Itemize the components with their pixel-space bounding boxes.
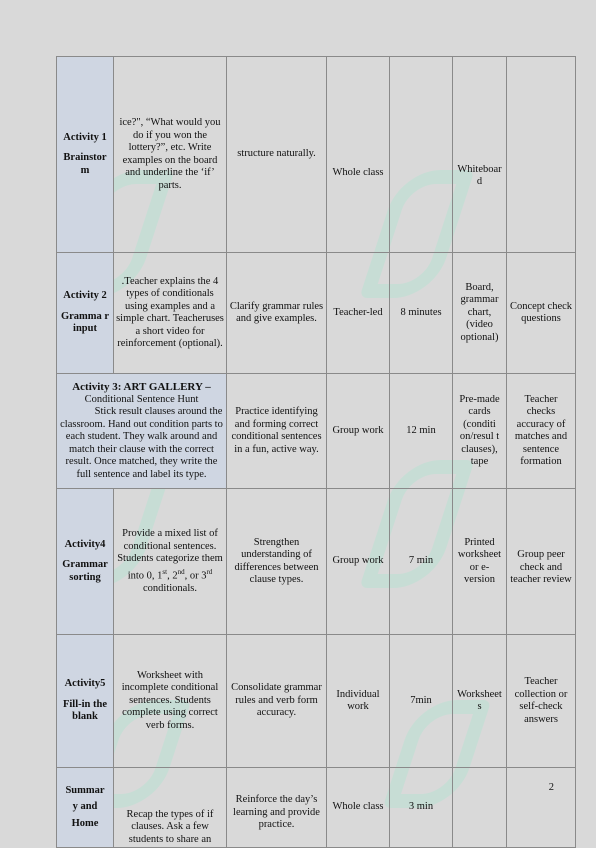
activity-cell xyxy=(57,635,114,768)
procedure-cell: ice?", “What would you do if you won the lottery?”, etc. Write examples on the board and underline the ‘if’ parts. xyxy=(114,57,227,253)
activity-name: Fill-in the blank xyxy=(62,698,108,723)
materials-cell xyxy=(453,768,507,848)
purpose-cell: Practice identifying and forming correct conditional sentences in a fun, active way. xyxy=(227,374,327,489)
activity-name: Summar xyxy=(65,784,105,796)
activity-name: Brainstor m xyxy=(63,152,107,176)
assessment-cell: Teacher checks accuracy of matches and sentence formation xyxy=(507,374,576,489)
table-row xyxy=(57,57,576,253)
materials-cell: Whiteboar d xyxy=(453,57,507,253)
procedure-text: , or 3 xyxy=(184,570,207,581)
time-cell: 3 min xyxy=(390,768,453,848)
activity-subtitle: Conditional Sentence Hunt xyxy=(84,393,199,405)
assessment-cell xyxy=(507,768,576,848)
lesson-plan-table xyxy=(56,56,576,848)
activity-cell xyxy=(57,57,114,253)
interaction-cell: Teacher-led xyxy=(327,253,390,374)
activity-number: Activity 1 xyxy=(63,131,107,143)
materials-cell: Worksheet s xyxy=(453,635,507,768)
table-row xyxy=(57,489,576,635)
interaction-cell: Individual work xyxy=(327,635,390,768)
activity-number: Activity 2 xyxy=(63,290,107,302)
purpose-cell: structure naturally. xyxy=(227,57,327,253)
purpose-cell: Reinforce the day’s learning and provide practice. xyxy=(227,768,327,848)
activity-cell xyxy=(57,489,114,635)
materials-cell: Board, grammar chart, (video optional) xyxy=(453,253,507,374)
procedure-text: Stick result clauses around the classroom. Hand out condition parts to each student. They walk around and match their clause with the correct result. Once matched, they write the full sentence and label its type. xyxy=(60,406,223,480)
table-row xyxy=(57,374,576,489)
procedure-cell: Recap the types of if clauses. Ask a few students to share an xyxy=(114,768,227,848)
interaction-cell: Group work xyxy=(327,489,390,635)
procedure-cell: Worksheet with incomplete conditional sentences. Students complete using correct verb forms. xyxy=(114,635,227,768)
assessment-cell xyxy=(507,57,576,253)
activity-cell xyxy=(57,768,114,848)
activity-name: y and xyxy=(72,801,98,813)
interaction-cell: Whole class xyxy=(327,768,390,848)
table-row xyxy=(57,635,576,768)
time-cell: 12 min xyxy=(390,374,453,489)
activity-name: Home xyxy=(71,817,99,829)
activity-3-cell xyxy=(57,374,227,489)
assessment-cell: Concept check questions xyxy=(507,253,576,374)
ordinal-suffix: st xyxy=(162,567,168,576)
activity-number: Activity4 xyxy=(64,538,106,550)
purpose-cell: Strengthen understanding of differences between clause types. xyxy=(227,489,327,635)
procedure-cell xyxy=(114,489,227,635)
procedure-text: conditionals. xyxy=(143,582,197,594)
activity-name: Grammar sorting xyxy=(62,559,108,583)
purpose-cell: Consolidate grammar rules and verb form accuracy. xyxy=(227,635,327,768)
activity-title: Activity 3: ART GALLERY – xyxy=(72,381,211,393)
assessment-cell: Group peer check and teacher review xyxy=(507,489,576,635)
ordinal-suffix: nd xyxy=(177,567,185,576)
materials-cell: Printed worksheet or e-version xyxy=(453,489,507,635)
time-cell: 7 min xyxy=(390,489,453,635)
activity-cell xyxy=(57,253,114,374)
time-cell xyxy=(390,57,453,253)
procedure-text: , 2 xyxy=(167,570,178,581)
assessment-cell: Teacher collection or self-check answers xyxy=(507,635,576,768)
activity-number: Activity5 xyxy=(64,678,106,690)
purpose-cell: Clarify grammar rules and give examples. xyxy=(227,253,327,374)
ordinal-suffix: rd xyxy=(206,567,213,576)
time-cell: 8 minutes xyxy=(390,253,453,374)
materials-cell: Pre-made cards (conditi on/resul t clauses), tape xyxy=(453,374,507,489)
interaction-cell: Whole class xyxy=(327,57,390,253)
table-row xyxy=(57,768,576,848)
interaction-cell: Group work xyxy=(327,374,390,489)
page-number: 2 xyxy=(548,782,554,793)
time-cell: 7min xyxy=(390,635,453,768)
activity-name: Gramma r input xyxy=(60,310,110,335)
table-row xyxy=(57,253,576,374)
procedure-text: Provide a mixed list of conditional sentences. Students categorize them into 0, 1 xyxy=(117,528,223,581)
procedure-cell: .Teacher explains the 4 types of conditionals using examples and a simple chart. Teacheruses a short video for reinforcement (optional). xyxy=(114,253,227,374)
